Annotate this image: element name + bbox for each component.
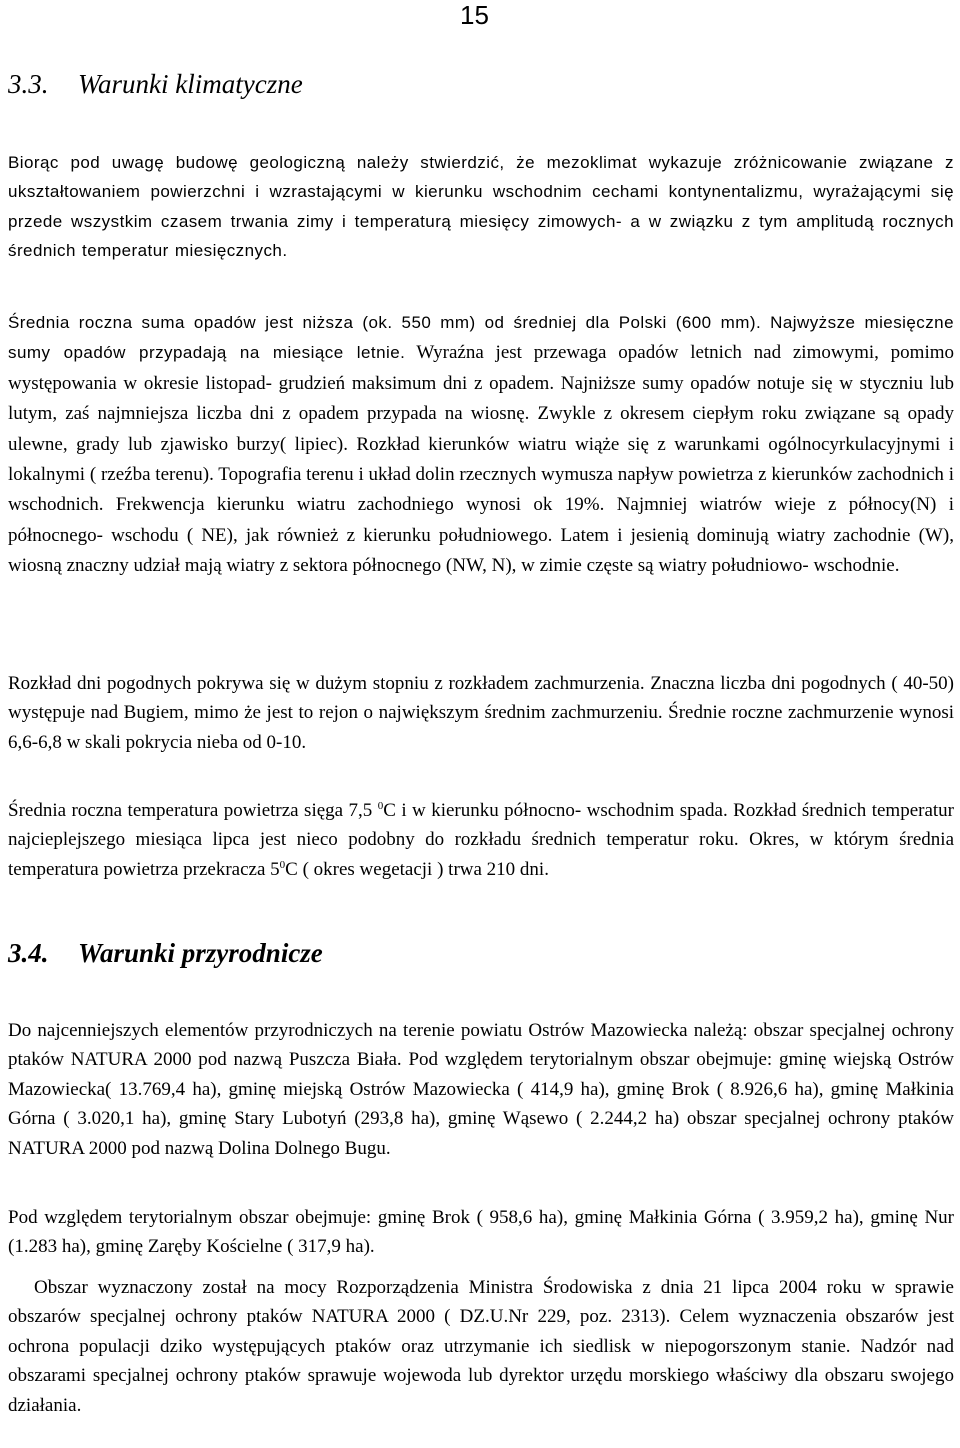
section-heading-nature <box>8 937 323 969</box>
paragraph-precipitation-winds <box>8 308 954 582</box>
section-heading-climate <box>8 68 303 100</box>
section-number: 3.4. <box>8 938 49 968</box>
paragraph-natura-puszcza-biala: Do najcenniejszych elementów przyrodniczych na terenie powiatu Ostrów Mazowiecka należą: obszar specjalnej ochrony ptaków NATURA 2000 pod nazwą Puszcza Biała. Pod względem terytorialnym obszar obejmuje: gminę wiejską Ostrów Mazowiecka( 13.769,4 ha), gminę miejską Ostrów Mazowiecka ( 414,9 ha), gminę Brok ( 8.926,6 ha), gminę Małkinia Górna ( 3.020,1 ha), gminę Stary Lubotyń (293,8 ha), gminę Wąsewo ( 2.244,2 ha) obszar specjalnej ochrony ptaków NATURA 2000 pod nazwą Dolina Dolnego Bugu. <box>8 1020 954 1159</box>
section-title: Warunki przyrodnicze <box>78 938 323 968</box>
paragraph-cloudiness: Rozkład dni pogodnych pokrywa się w dużym stopniu z rozkładem zachmurzenia. Znaczna liczba dni pogodnych ( 40-50) występuje nad Bugiem, mimo że jest to rejon o największym średnim zachmurzeniu. Średnie roczne zachmurzenie wynosi 6,6-6,8 w skali pokrycia nieba od 0-10. <box>8 673 954 753</box>
paragraph-natura-dolina-bugu: Pod względem terytorialnym obszar obejmuje: gminę Brok ( 958,6 ha), gminę Małkinia Górna ( 3.959,2 ha), gminę Nur (1.283 ha), gminę Zaręby Kościelne ( 317,9 ha). <box>8 1207 954 1258</box>
precipitation-winds-text: Wyraźna jest przewaga opadów letnich nad zimowymi, pomimo występowania w okresie listopad- grudzień maksimum dni z opadem. Najniższe sumy opadów notuje się w styczniu lub lutym, zaś najmniejsza liczba dni z opadem przypada na wiosnę. Zwykle z okresem ciepłym roku związane są opady ulewne, grady lub zjawisko burzy( lipiec). Rozkład kierunków wiatru wiąże się z warunkami ogólnocyrkulacyjnymi i lokalnymi ( rzeźba terenu). Topografia terenu i układ dolin rzecznych wymusza napływ powietrza z kierunków zachodnich i wschodnich. Frekwencja kierunku wiatru zachodniego wynosi ok 19%. Najmniej wiatrów wieje z północy(N) i północnego- wschodu ( NE), jak również z kierunku południowego. Latem i jesienią dominują wiatry zachodnie (W), wiosną znaczny udział mają wiatry z sektora północnego (NW, N), w zimie częste są wiatry południowo- wschodnie. <box>8 342 955 577</box>
section-number: 3.3. <box>8 69 49 99</box>
section-title: Warunki klimatyczne <box>78 69 303 99</box>
paragraph-natura-regulation: Obszar wyznaczony został na mocy Rozporządzenia Ministra Środowiska z dnia 21 lipca 2004 roku w sprawie obszarów specjalnej ochrony ptaków NATURA 2000 ( DZ.U.Nr 229, poz. 2313). Celem wyznaczenia obszarów jest ochrona populacji dziko występujących ptaków oraz utrzymanie ich siedlisk w niepogorszonym stanie. Nadzór nad obszarami specjalnej ochrony ptaków sprawuje wojewoda lub dyrektor urzędu morskiego właściwy dla obszaru swojego działania. <box>8 1277 954 1416</box>
degree-superscript: 0 <box>279 858 286 871</box>
paragraph-mesoclimate: Biorąc pod uwagę budowę geologiczną należy stwierdzić, że mezoklimat wykazuje zróżnicowanie związane z ukształtowaniem powierzchni i wzrastającymi w kierunku wschodnim cechami kontynentalizmu, wyrażającymi się przede wszystkim czasem trwania zimy i temperaturą miesięcy zimowych- a w związku z tym amplitudą rocznych średnich temperatur miesięcznych. <box>8 153 954 261</box>
page-number: 15 <box>460 0 489 30</box>
precipitation-intro-text: Średnia roczna suma opadów jest niższa (ok. 550 mm) od średniej dla Polski (600 mm). Najwyższe miesięczne sumy opadów przypadają na miesiące letnie. <box>8 313 954 363</box>
paragraph-temperature: Średnia roczna temperatura powietrza sięga 7,5 $^0$C i w kierunku północno- wschodnim spada. Rozkład średnich temperatur najcieplejszego miesiąca lipca jest nieco podobny do rozkładu średnich temperatur roku. Okres, w którym średnia temperatura powietrza przekracza $5^0C$ ( okres wegetacji ) trwa 210 dni. <box>8 800 954 880</box>
degree-superscript: 0 <box>377 800 384 812</box>
